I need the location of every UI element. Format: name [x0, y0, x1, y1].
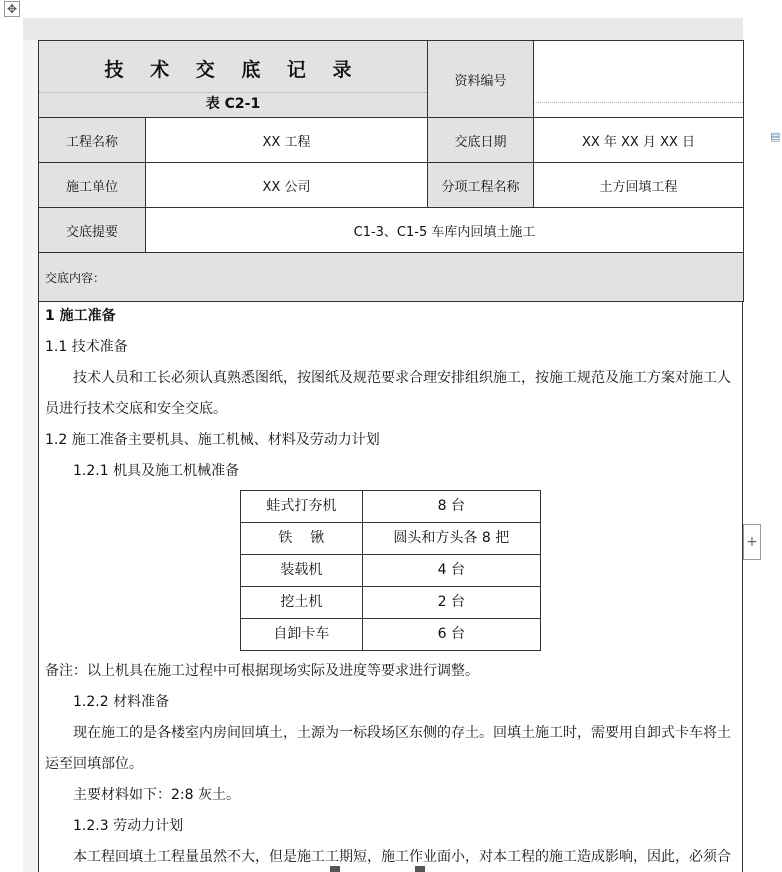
paragraph: 本工程回填土工程量虽然不大，但是施工工期短，施工作业面小，对本工程的施工造成影响，因此，必须合 [73, 849, 731, 865]
equipment-qty: 4 台 [362, 555, 540, 587]
section-heading: 1.2.2 材料准备 [73, 694, 170, 710]
equipment-name: 挖土机 [241, 587, 363, 619]
form-number: 表 C2-1 [205, 95, 261, 112]
record-no-cell[interactable] [534, 41, 744, 118]
table-row [241, 523, 541, 555]
note: 备注：以上机具在施工过程中可根据现场实际及进度等要求进行调整。 [45, 663, 479, 679]
record-no-label: 资料编号 [428, 41, 534, 118]
subproject-value[interactable]: 土方回填工程 [534, 163, 744, 208]
section-heading: 1.2 施工准备主要机具、施工机械、材料及劳动力计划 [45, 432, 380, 448]
table-row [241, 555, 541, 587]
equipment-qty: 6 台 [362, 619, 540, 651]
equipment-qty: 圆头和方头各 8 把 [362, 523, 540, 555]
paragraph: 主要材料如下：2:8 灰土。 [73, 787, 240, 803]
unit-label: 施工单位 [39, 163, 146, 208]
equipment-name: 自卸卡车 [241, 619, 363, 651]
unit-value[interactable]: XX 公司 [146, 163, 428, 208]
table-row [241, 619, 541, 651]
equipment-name: 装载机 [241, 555, 363, 587]
section-heading: 1 施工准备 [45, 308, 116, 324]
page-top-margin [23, 18, 743, 40]
section-heading: 1.2.1 机具及施工机械准备 [73, 463, 240, 479]
document-icon[interactable]: ▤ [770, 130, 781, 143]
date-value[interactable]: XX 年 XX 月 XX 日 [534, 118, 744, 163]
date-label: 交底日期 [428, 118, 534, 163]
equipment-qty: 8 台 [362, 491, 540, 523]
add-row-button[interactable]: + [743, 524, 761, 560]
summary-label: 交底提要 [39, 208, 146, 253]
table-row [241, 491, 541, 523]
record-header-table [38, 40, 744, 302]
table-move-handle[interactable]: ✥ [4, 1, 20, 17]
record-title: 技 术 交 底 记 录 [104, 59, 362, 81]
content-label: 交底内容： [39, 253, 744, 302]
equipment-table [240, 490, 541, 651]
content-body[interactable] [38, 301, 743, 872]
project-name-value[interactable]: XX 工程 [146, 118, 428, 163]
project-name-label: 工程名称 [39, 118, 146, 163]
paragraph: 技术人员和工长必须认真熟悉图纸，按图纸及规范要求合理安排组织施工，按施工规范及施工方案对施工人员进行技术交底和安全交底。 [45, 370, 731, 417]
equipment-name: 铁 锹 [241, 523, 363, 555]
page-left-margin [23, 40, 39, 872]
equipment-name: 蛙式打夯机 [241, 491, 363, 523]
ruler-mark [415, 866, 425, 872]
title-cell [39, 41, 428, 118]
summary-value[interactable]: C1-3、C1-5 车库内回填土施工 [146, 208, 744, 253]
subproject-label: 分项工程名称 [428, 163, 534, 208]
section-heading: 1.1 技术准备 [45, 339, 128, 355]
section-heading: 1.2.3 劳动力计划 [73, 818, 184, 834]
table-row [241, 587, 541, 619]
ruler-mark [330, 866, 340, 872]
equipment-qty: 2 台 [362, 587, 540, 619]
paragraph: 现在施工的是各楼室内房间回填土，土源为一标段场区东侧的存土。回填土施工时，需要用自卸式卡车将土运至回填部位。 [45, 725, 731, 772]
